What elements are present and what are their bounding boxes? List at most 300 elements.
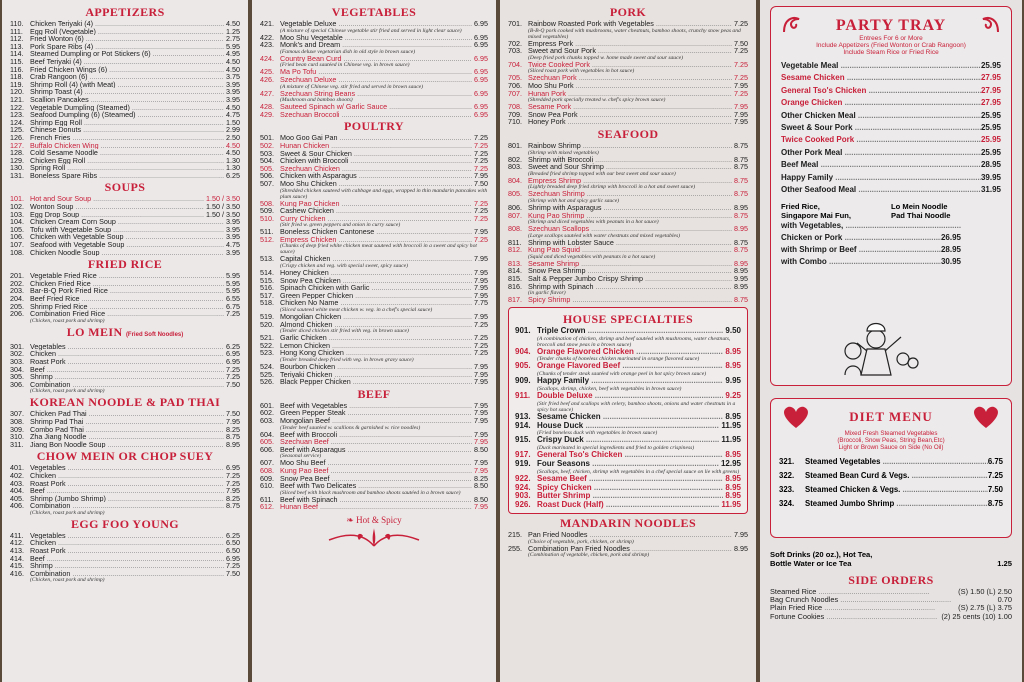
item-price: 3.95 [226,87,240,97]
item-price: 6.75 [987,457,1003,466]
item-number: 808. [508,224,522,234]
item-price: 7.95 [474,227,488,237]
menu-item [508,40,748,48]
item-description: (Sliced roast pork with vegetables in hot sauce) [528,68,635,75]
item-number: 701. [508,19,522,28]
menu-item [508,225,748,233]
item-description: (in garlic flavor) [528,290,566,297]
menu-item [10,226,240,234]
party-tray-item [781,172,1001,184]
item-price: 7.95 [474,283,488,293]
item-name: Beef with Spinach ..... [280,496,472,504]
menu-item [260,342,488,350]
menu-item [10,126,240,134]
section-subtitle: (Fried Soft Noodles) [125,331,184,338]
item-price: 4.50 [226,56,240,66]
menu-item [508,156,748,164]
item-name: Kung Pao Shrimp ..... [528,212,732,220]
diet-item [779,469,1003,483]
item-price: 8.50 [474,481,488,491]
item-number: 206. [10,309,24,319]
item-name: Salt & Pepper Jumbo Crispy Shrimp ..... [528,275,732,283]
item-price: 9.95 [734,274,748,284]
item-number: 424. [260,53,274,63]
item-number: 202. [10,278,24,288]
item-number: 514. [260,268,274,278]
menu-item [10,20,240,28]
item-name: Sesame Pork ..... [528,103,732,111]
item-price: 7.50 [474,178,488,188]
menu-item [10,241,240,249]
menu-item [260,402,488,410]
item-number: 518. [260,298,274,308]
item-number: 506. [260,171,274,181]
item-description: (Shredded pork specially treated w. chef's spicy brown sauce) [528,97,666,104]
menu-item [515,475,741,484]
item-price: 8.75 [987,499,1003,508]
item-price: 3.95 [226,247,240,257]
item-name: Triple Crown ..... [537,327,723,336]
item-number: 130. [10,163,24,173]
item-description: (A mixture of special Chinese vegetable stir fried and served in light clear sauce) [280,27,462,34]
menu-item [260,142,488,150]
section-title [10,518,240,531]
item-number: 512. [260,234,274,244]
item-name: Chicken Noodle Soup ..... [30,249,224,257]
section-title-text: BEEF [357,386,391,401]
item-price: 7.95 [474,268,488,278]
item-price: 3.75 [226,72,240,82]
section-title-text: KOREAN NOODLE & PAD THAI [29,395,221,410]
item-name: Beef Fried Rice ..... [30,295,224,303]
item-number: 306. [10,379,24,389]
item-name: Chicken Fried Rice ..... [30,280,224,288]
item-number: 609. [260,473,274,483]
item-number: 122. [10,102,24,112]
menu-item [10,134,240,142]
item-price: 8.75 [734,189,748,199]
item-name: Capital Chicken ..... [280,255,472,263]
menu-item [508,142,748,150]
item-price: 0.70 [997,595,1012,605]
item-number: 401. [10,463,24,473]
item-name: Empress Pork ..... [528,40,732,48]
item-number: 131. [10,170,24,180]
floral-ornament-icon [319,526,429,548]
chili-icon: ❧ [346,514,354,525]
item-price: 4.75 [226,110,240,120]
item-price: 28.95 [980,160,1001,170]
item-number: 423. [260,40,274,50]
item-description: (Lightly breaded deep fried shrimp with broccoli in a hot and sweet sauce) [528,184,696,191]
item-name: Plain Fried Rice ..... [770,604,956,612]
item-price: (2) 25 cents (10) 1.00 [941,611,1012,621]
item-price: 7.95 [734,102,748,112]
item-name: Moo Goo Gai Pan ..... [280,134,472,142]
item-price: 1.25 [226,26,240,36]
item-price: 6.95 [474,19,488,28]
item-price: 3.95 [226,79,240,89]
menu-item [10,28,240,36]
item-name: Combination ..... [30,381,224,389]
item-number: 402. [10,470,24,480]
item-name: Zha Jiang Noodle ..... [30,433,224,441]
item-description: (Sliced sauteed white meat chicken w. veg. in a chef's special sauce) [280,307,433,314]
diet-item [779,483,1003,497]
item-number: 503. [260,148,274,158]
section-title-text: SOUPS [104,180,146,195]
section-title-text: LO MEIN [66,324,123,339]
item-number: 405. [10,493,24,503]
item-number: 703. [508,46,522,56]
item-number: 806. [508,202,522,212]
item-name: Szechuan String Beans ..... [280,90,472,98]
item-name: Sesame Chicken ..... [781,72,981,84]
section-title: HOUSE SPECIALTIES [562,311,694,326]
item-name: Twice Cooked Pork ..... [528,61,732,69]
item-name: Shrimp with Spinach ..... [528,283,732,291]
party-tray-item [781,122,1001,134]
item-name: Other Chicken Meal ..... [781,110,981,122]
item-name: Roast Pork ..... [30,480,224,488]
item-number: 411. [10,530,24,540]
item-price: 1.30 [226,163,240,173]
diet-menu-title: DIET MENU [849,409,933,424]
item-name: General Tso's Chicken ..... [781,85,981,97]
menu-item [10,43,240,51]
item-name: Cold Sesame Noodle ..... [30,149,224,157]
heart-ornament-icon [969,404,1003,430]
menu-panel-4 [760,0,1022,682]
menu-item [260,111,488,119]
item-description: (Chicken, roast pork and shrimp) [30,577,105,584]
item-description: (Shrimp and diced vegetables with peanuts in a hot sauce) [528,219,659,226]
item-number: 604. [260,429,274,439]
item-number: 118. [10,72,24,82]
item-price: 3.95 [226,217,240,227]
item-name: Beef with Asparagus ..... [280,446,472,454]
item-name: Steamed Dumpling or Pot Stickers (6) ..... [30,50,224,58]
item-price: 2.50 [226,132,240,142]
menu-item [10,495,240,503]
menu-item [260,34,488,42]
item-name: Egg Drop Soup ..... [30,211,204,219]
menu-item [10,66,240,74]
menu-item [770,588,1012,596]
item-number: 521. [260,333,274,343]
item-price: 8.75 [734,295,748,305]
menu-item [10,149,240,157]
item-name: Buffalo Chicken Wing ..... [30,142,224,150]
item-price: 8.75 [226,432,240,442]
item-number: 525. [260,369,274,379]
menu-item [260,409,488,417]
item-number: 515. [260,275,274,285]
item-number: 107. [10,240,24,250]
item-name: Chicken Pad Thai ..... [30,410,224,418]
item-name: Almond Chicken ..... [280,321,472,329]
item-description: (Crispy chicken and veg. with special sweet, spicy sauce) [280,263,408,270]
item-name: Chicken with Asparagus ..... [280,172,472,180]
item-name: Chicken with Vegetable Soup ..... [30,233,224,241]
item-number: 126. [10,132,24,142]
item-price: 7.95 [474,171,488,181]
menu-item [508,212,748,220]
menu-item [260,334,488,342]
item-name: Shrimp with Asparagus ..... [528,204,732,212]
item-name: Steamed Bean Curd & Vegs. ..... [805,469,988,483]
menu-item [508,246,748,254]
item-price: (S) 1.50 (L) 2.50 [958,587,1012,596]
item-number: 905. [515,361,531,371]
item-price: 25.95 [980,123,1001,133]
item-name: Shrimp Fried Rice ..... [30,303,224,311]
item-name: Combination ..... [30,502,224,510]
item-name: Moo Shu Beef ..... [280,459,472,467]
item-number: 308. [10,416,24,426]
menu-item [515,392,741,401]
hot-spicy-label: ❧ Hot & Spicy [346,514,402,525]
item-price: 6.50 [226,538,240,548]
item-name: Scallion Pancakes ..... [30,96,224,104]
item-number: 508. [260,198,274,208]
item-price: 7.95 [734,530,748,539]
item-number: 611. [260,494,274,504]
item-name: Garlic Chicken ..... [280,334,472,342]
item-price: 5.95 [226,286,240,296]
item-number: 421. [260,19,274,28]
item-price: 7.95 [474,415,488,425]
item-name: Beef with Broccoli ..... [280,431,472,439]
menu-item [10,350,240,358]
section-title-text: APPETIZERS [85,5,165,19]
item-number: 709. [508,109,522,119]
item-price: 7.25 [474,140,488,150]
item-number: 517. [260,290,274,300]
item-description: (Seasonal service) [280,453,322,460]
section-title-text: CHOW MEIN OR CHOP SUEY [36,449,214,464]
item-name: Green Pepper Chicken ..... [280,292,472,300]
section-title: SIDE ORDERS [848,573,934,587]
item-number: 413. [10,546,24,556]
item-number: 502. [260,140,274,150]
menu-item [260,496,488,504]
menu-item [260,431,488,439]
menu-item [515,492,741,501]
menu-item [260,150,488,158]
item-number: 813. [508,258,522,268]
item-price: 8.75 [734,140,748,150]
item-price: 6.95 [226,463,240,473]
item-name: Orange Flavored Beef ..... [537,362,723,371]
item-number: 416. [10,568,24,578]
item-name: Fried Chicken Wings (6) ..... [30,66,224,74]
menu-item [260,255,488,263]
item-name: French Fries ..... [30,134,224,142]
item-name: Sesame Chicken ..... [537,413,723,422]
item-description: (A mixture of Chinese veg. stir fried and served in brown sauce) [280,83,424,90]
item-number: 607. [260,458,274,468]
item-number: 505. [260,163,274,173]
item-number: 926. [515,500,531,510]
item-price: 8.95 [734,281,748,291]
item-name: Fried Wonton (6) ..... [30,35,224,43]
item-number: 422. [260,32,274,42]
item-name: Rainbow Shrimp ..... [528,142,732,150]
item-name: Shrimp with Broccoli ..... [528,156,732,164]
item-name: Sweet & Sour Pork ..... [781,122,981,134]
item-price: 5.95 [226,41,240,51]
menu-item [10,88,240,96]
item-price: 6.95 [474,32,488,42]
item-number: 403. [10,478,24,488]
menu-item [260,438,488,446]
item-name: Sesame Beef ..... [537,475,723,484]
item-name: Ma Po Tofu ..... [280,68,472,76]
menu-item [260,180,488,188]
item-price: 7.95 [734,80,748,90]
item-price: 8.95 [725,482,741,492]
menu-item [260,349,488,357]
item-price: 7.25 [474,148,488,158]
menu-item [508,260,748,268]
menu-item [10,50,240,58]
item-number: 914. [515,420,531,430]
item-name: Kung Pao Chicken ..... [280,200,472,208]
item-number: 610. [260,481,274,491]
item-price: 5.95 [226,278,240,288]
menu-item [515,413,741,422]
item-number: 804. [508,175,522,185]
item-price: 7.25 [734,59,748,69]
menu-item [10,502,240,510]
menu-item [508,296,748,304]
item-price: 6.95 [474,109,488,119]
item-price: 7.25 [474,333,488,343]
item-name: Chinese Donuts ..... [30,126,224,134]
item-price: 8.75 [734,237,748,247]
item-price: 7.25 [474,206,488,216]
menu-item [515,377,741,386]
item-price: 7.95 [474,254,488,264]
item-name: Vegetables ..... [30,532,224,540]
item-number: 816. [508,281,522,291]
combo-item [781,256,961,268]
item-price: 7.95 [474,400,488,410]
item-number: 301. [10,341,24,351]
item-number: 323. [779,485,795,494]
menu-item [515,436,741,445]
item-price: 8.95 [725,361,741,371]
item-number: 501. [260,133,274,143]
item-name: Shrimp ..... [30,373,224,381]
item-name: Szechuan Chicken ..... [280,165,472,173]
section-title-text: SEAFOOD [597,126,659,141]
item-price: 11.95 [721,420,741,430]
item-price: 8.75 [734,154,748,164]
item-name: Happy Family ..... [537,377,723,386]
menu-panel-1 [2,0,248,682]
item-price: 7.95 [474,290,488,300]
menu-item [260,76,488,84]
item-price: 11.95 [721,435,741,445]
item-number: 511. [260,227,274,237]
menu-item [10,211,240,219]
item-name: Moo Shu Chicken ..... [280,180,472,188]
item-price: 7.50 [226,568,240,578]
item-name: Tofu with Vegetable Soup ..... [30,226,224,234]
item-name: Sweet and Sour Pork ..... [528,47,732,55]
item-price: 9.25 [725,391,741,401]
item-name: Steamed Rice ..... [770,588,956,596]
item-number: 106. [10,232,24,242]
item-price: 7.25 [734,46,748,56]
item-price: 8.95 [734,202,748,212]
item-price: 8.95 [725,473,741,483]
item-number: 803. [508,162,522,172]
item-price: 27.95 [980,85,1001,95]
item-number: 111. [10,26,23,36]
item-name: Beef Meal ..... [781,159,981,171]
item-name: Other Pork Meal ..... [781,147,981,159]
item-number: 203. [10,286,24,296]
item-price: 4.50 [226,140,240,150]
menu-item [10,142,240,150]
menu-item [10,119,240,127]
menu-item [260,284,488,292]
item-name: Chicken ..... [30,350,224,358]
item-number: 924. [515,482,531,492]
item-name: Szechuan Pork ..... [528,74,732,82]
item-price: 7.25 [226,364,240,374]
item-price: 7.95 [474,458,488,468]
swirl-ornament-icon [781,13,803,35]
item-number: 322. [779,471,795,480]
item-name: Roast Duck (Half) ..... [537,501,719,510]
menu-item [260,459,488,467]
item-price: 27.95 [980,98,1001,108]
item-number: 801. [508,140,522,150]
item-price: 8.25 [474,473,488,483]
menu-item [10,464,240,472]
item-name: Shrimp Pad Thai ..... [30,418,224,426]
item-price: 6.95 [474,88,488,98]
menu-item [515,484,741,493]
item-name: Chicken Teriyaki (4) ..... [30,20,224,28]
item-price: 25.95 [980,147,1001,157]
party-tray-item [781,159,1001,171]
item-number: 429. [260,109,274,119]
section-title [260,6,488,19]
menu-item [260,299,488,307]
item-name: Green Pepper Steak ..... [280,409,472,417]
item-price: 8.25 [226,493,240,503]
item-number: 522. [260,340,274,350]
menu-item [260,292,488,300]
combo-left-text: Fried Rice, Singapore Mai Fun, [781,202,852,221]
item-number: 309. [10,424,24,434]
item-description: (Tender breaded deep fried with veg. in brown gravy sauce) [280,357,414,363]
item-price: 7.25 [474,198,488,208]
item-name: Vegetable Fried Rice ..... [30,272,224,280]
item-price: 7.25 [734,19,748,28]
item-number: 807. [508,210,522,220]
item-name: Shrimp ..... [30,562,224,570]
item-number: 507. [260,178,274,188]
item-price: 8.25 [226,424,240,434]
item-price: 7.25 [474,213,488,223]
item-number: 814. [508,266,522,276]
